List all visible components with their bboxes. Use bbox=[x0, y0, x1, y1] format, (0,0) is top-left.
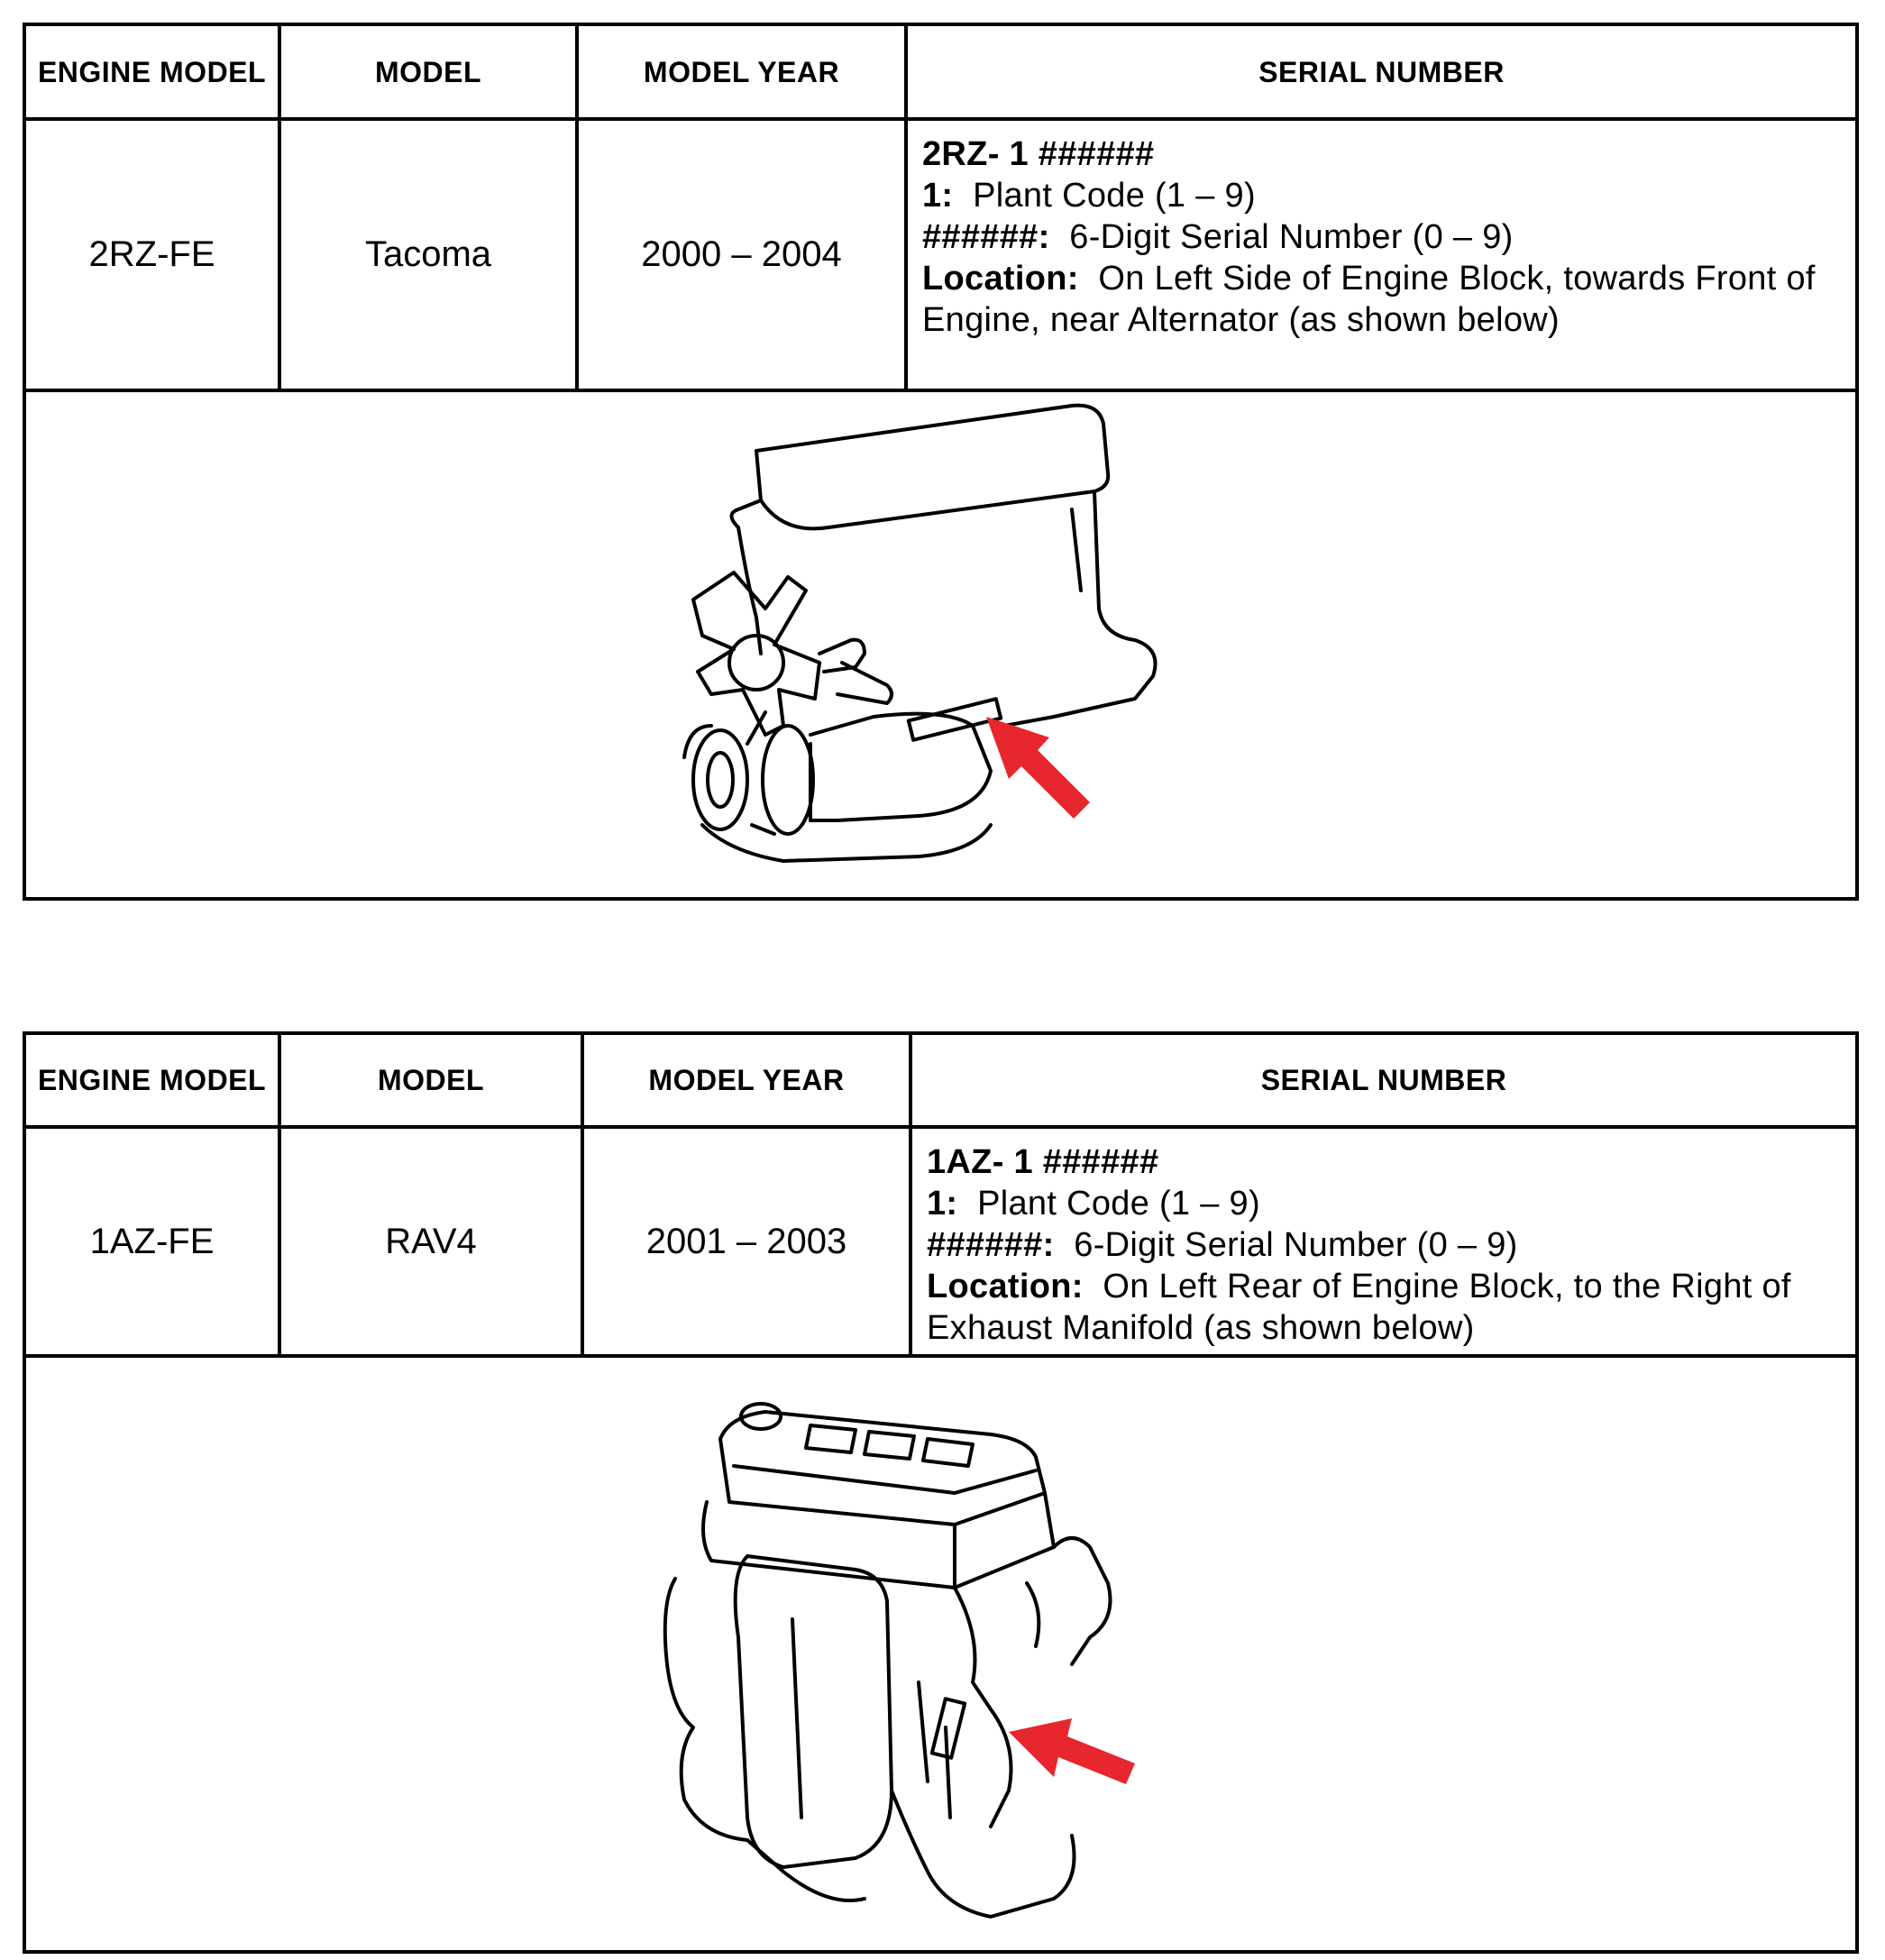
serial-label: ######: bbox=[922, 218, 1050, 256]
plant-code-text: Plant Code (1 – 9) bbox=[973, 177, 1256, 215]
header-serial-number: SERIAL NUMBER bbox=[1258, 55, 1505, 88]
serial-number-description bbox=[922, 133, 1839, 341]
plant-code-label: 1: bbox=[922, 177, 954, 215]
header-model: MODEL bbox=[281, 1035, 584, 1125]
engine-table-2rz-fe bbox=[23, 23, 1859, 901]
header-engine-model: ENGINE MODEL bbox=[26, 26, 281, 117]
engine-model-value: 1AZ-FE bbox=[26, 1129, 281, 1354]
serial-number-description bbox=[927, 1141, 1839, 1349]
header-engine-model: ENGINE MODEL bbox=[26, 1035, 281, 1125]
arrow-icon bbox=[982, 712, 1108, 838]
engine-figure-row bbox=[26, 392, 1855, 893]
location-text: On Left Rear of Engine Block, to the Right of Exhaust Manifold (as shown below) bbox=[927, 1268, 1791, 1347]
serial-number-cell bbox=[908, 121, 1855, 389]
table-row bbox=[26, 121, 1855, 392]
engine-1az-fe-illustration bbox=[648, 1367, 1261, 1935]
engine-table-1az-fe bbox=[23, 1031, 1859, 1954]
table-header-row bbox=[26, 1035, 1855, 1129]
serial-text: 6-Digit Serial Number (0 – 9) bbox=[1074, 1226, 1518, 1264]
serial-label: ######: bbox=[927, 1226, 1055, 1264]
model-value: RAV4 bbox=[281, 1129, 584, 1354]
header-serial-number: SERIAL NUMBER bbox=[1260, 1064, 1507, 1096]
serial-text: 6-Digit Serial Number (0 – 9) bbox=[1069, 218, 1514, 256]
serial-number-cell bbox=[912, 1129, 1855, 1354]
model-year-value: 2000 – 2004 bbox=[579, 121, 908, 389]
engine-2rz-fe-illustration bbox=[648, 401, 1261, 888]
model-value: Tacoma bbox=[281, 121, 579, 389]
table-header-row bbox=[26, 26, 1855, 121]
model-year-value: 2001 – 2003 bbox=[584, 1129, 912, 1354]
header-model-year: MODEL YEAR bbox=[579, 26, 908, 117]
serial-format: 2RZ- 1 ###### bbox=[922, 135, 1155, 173]
arrow-icon bbox=[1004, 1714, 1139, 1804]
location-label: Location: bbox=[927, 1268, 1084, 1305]
engine-figure-row bbox=[26, 1358, 1855, 1943]
engine-model-value: 2RZ-FE bbox=[26, 121, 281, 389]
serial-format: 1AZ- 1 ###### bbox=[927, 1143, 1159, 1181]
location-label: Location: bbox=[922, 260, 1079, 298]
location-text: On Left Side of Engine Block, towards Front of Engine, near Alternator (as shown below) bbox=[922, 260, 1816, 339]
header-model: MODEL bbox=[281, 26, 579, 117]
plant-code-text: Plant Code (1 – 9) bbox=[977, 1185, 1260, 1223]
header-model-year: MODEL YEAR bbox=[584, 1035, 912, 1125]
table-row bbox=[26, 1129, 1855, 1358]
plant-code-label: 1: bbox=[927, 1185, 958, 1223]
